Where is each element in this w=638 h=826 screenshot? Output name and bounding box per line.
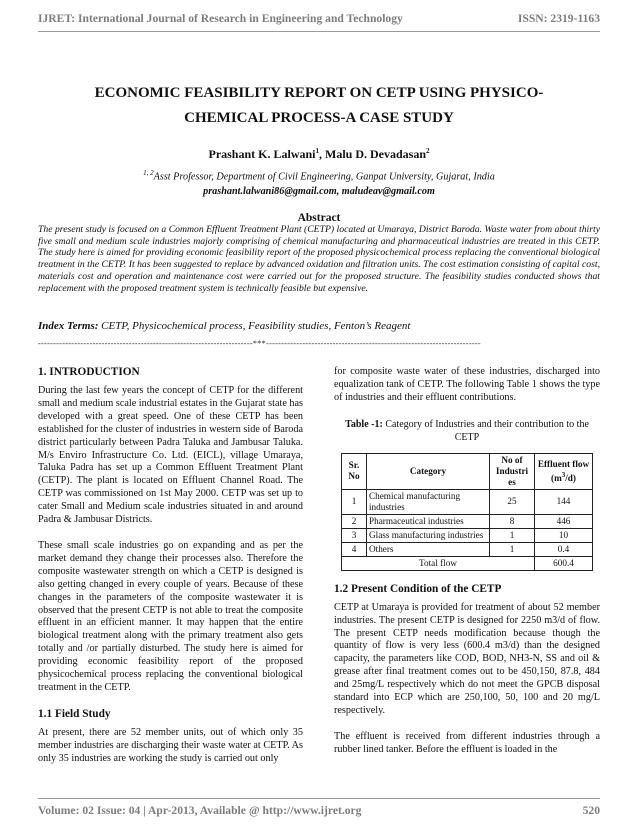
table-caption [334,418,600,444]
abstract-heading: Abstract [297,212,341,224]
left-column [38,366,303,779]
table-row [342,514,593,528]
present-condition-paragraph-2: The effluent is received from different industries through a rubber lined tanker. Before the effluent is loaded in the [334,730,600,755]
th-flow-b: /d) [565,472,576,483]
cell-sr: 1 [342,489,367,514]
author-emails: prashant.lalwani86@gmail.com, maludeav@gmail.com [203,186,435,198]
cell-flow: 144 [535,489,593,514]
cell-category: Pharmaceutical industries [367,514,490,528]
th-flow-sup: 3 [561,470,566,479]
affiliation [38,166,600,199]
right-paragraph-1: for composite waste water of these industries, discharged into equalization tank of CETP. The following Table 1 shows the type of industries and their effluent contributions. [334,366,600,403]
th-category: Category [367,453,490,489]
th-units: No of Industri es [490,453,535,489]
cell-category: Others [367,542,490,556]
running-footer [38,804,600,817]
industry-table [341,453,593,571]
footer-rule [38,798,600,799]
right-column [334,366,600,770]
paper-title [48,81,590,131]
author-1-sup: 1 [315,147,319,155]
field-study-paragraph: At present, there are 52 member units, out of which only 35 member industries are discharging their waste water at CETP. As only 35 industries are working the study is carried out only [38,726,303,764]
cell-sr: 4 [342,542,367,556]
th-flow-a: Effluent flow (m [537,458,590,483]
page-number: 520 [582,804,600,817]
section-separator: -----------------------------------------------------------------------***----------------------------------------------------------------------- [38,339,481,348]
cell-units: 1 [490,542,535,556]
cell-category: Glass manufacturing industries [367,528,490,542]
cell-flow: 10 [535,528,593,542]
author-1: Prashant K. Lalwani [208,147,316,161]
cell-units: 25 [490,489,535,514]
table-row [342,542,593,556]
affiliation-sup: 1, 2 [143,169,154,177]
affiliation-text: Asst Professor, Department of Civil Engineering, Ganpat University, Gujarat, India [153,171,495,183]
title-line-1: ECONOMIC FEASIBILITY REPORT ON CETP USING PHYSICO- [94,85,544,101]
author-2-sup: 2 [426,147,430,155]
title-line-2: CHEMICAL PROCESS-A CASE STUDY [184,110,454,126]
journal-name: IJRET: International Journal of Research in Engineering and Technology [38,12,403,25]
index-terms-text: CETP, Physicochemical process, Feasibility studies, Fenton’s Reagent [98,320,411,332]
table-caption-label: Table -1: [345,418,383,430]
header-rule [38,31,600,32]
intro-paragraph-1: During the last few years the concept of CETP for the different small and medium scale industrial estates in the Gujarat state has developed with a great speed. One of these CETP has been established for the cluster of industries in western side of Baroda district particularly between Padra Taluka and Jambusar Taluka. M/s Enviro Infrastructure Co. Ltd. (EICL), village Umaraya, Taluka Padra has set up a Common Effluent Treatment Plant (CETP). The plant is located on Effluent Channel Road. The CETP was commissioned on 1st May 2000. CETP was set up to cater Small and Medium scale industries situated in and around Padra & Jambusar Districts. [38,385,303,526]
present-condition-paragraph-1: CETP at Umaraya is provided for treatment of about 52 member industries. The present CETP is designed for 2250 m3/d of flow. The present CETP needs modification because though the quantity of flow is very less (600.4 m3/d) than the designed capacity, the parameters like COD, BOD, NH3-N, SS and oil & grease after final treatment comes out to be 450,150, 87.8, 484 and 25mg/L respectively which do not meet the GPCB disposal standard into ECP which are 250,100, 50, 100 and 20 mg/L respectively. [334,601,600,716]
index-terms [38,320,600,332]
table-row [342,528,593,542]
table-row [342,489,593,514]
table-total-row [342,556,593,570]
authors [38,147,600,162]
issn: ISSN: 2319-1163 [517,12,600,25]
cell-units: 1 [490,528,535,542]
table-caption-text: Category of Industries and their contribution to the CETP [382,418,589,443]
cell-flow: 446 [535,514,593,528]
th-sr: Sr. No [342,453,367,489]
cell-total-value: 600.4 [535,556,593,570]
intro-paragraph-2: These small scale industries go on expanding and as per the market demand they change their processes also. Therefore the composite wastewater strength on which a CETP is designed is also getting changed in every couple of years. Because of these changes in the parameters of the composite wastewater it is observed that the present CETP is not able to treat the composite effluent in an efficient manner. It may happen that the entire biological treatment along with the primary treatment also gets totally and /or partially disturbed. The study here is aimed for providing economic feasibility report of the proposed physicochemical process replacing the conventional biological treatment in the CETP. [38,539,303,693]
cell-flow: 0.4 [535,542,593,556]
cell-sr: 2 [342,514,367,528]
intro-heading: 1. INTRODUCTION [38,366,140,378]
cell-units: 8 [490,514,535,528]
abstract-text: The present study is focused on a Common Effluent Treatment Plant (CETP) located at Umaraya, District Baroda. Waste water from about thirty five small and medium scale industries majorly comprising of chemical manufacturing and pharmaceutical industries are treated in this CETP. The study here is aimed for providing economic feasibility report of the proposed physicochemical process replacing the conventional biological treatment in the CETP. It has been suggested to replace by advanced oxidation and filtration units. The cost estimation consisting of capital cost, materials cost and operation and maintenance cost were carried out for the proposed structure. The feasibility studies conducted shows that replacement with the proposed treatment system is technically feasible but expensive. [38,224,600,294]
field-study-heading: 1.1 Field Study [38,707,111,720]
cell-total-label: Total flow [342,556,535,570]
cell-sr: 3 [342,528,367,542]
author-sep: , [319,147,325,161]
author-2: Malu D. Devadasan [325,147,427,161]
present-condition-heading: 1.2 Present Condition of the CETP [334,582,502,595]
index-terms-label: Index Terms: [38,320,99,332]
footer-volume: Volume: 02 Issue: 04 | Apr-2013, Available @ http://www.ijret.org [38,804,362,817]
running-header [38,12,600,28]
th-flow [535,453,593,489]
cell-category: Chemical manufacturing industries [367,489,490,514]
table-header-row [342,453,593,489]
